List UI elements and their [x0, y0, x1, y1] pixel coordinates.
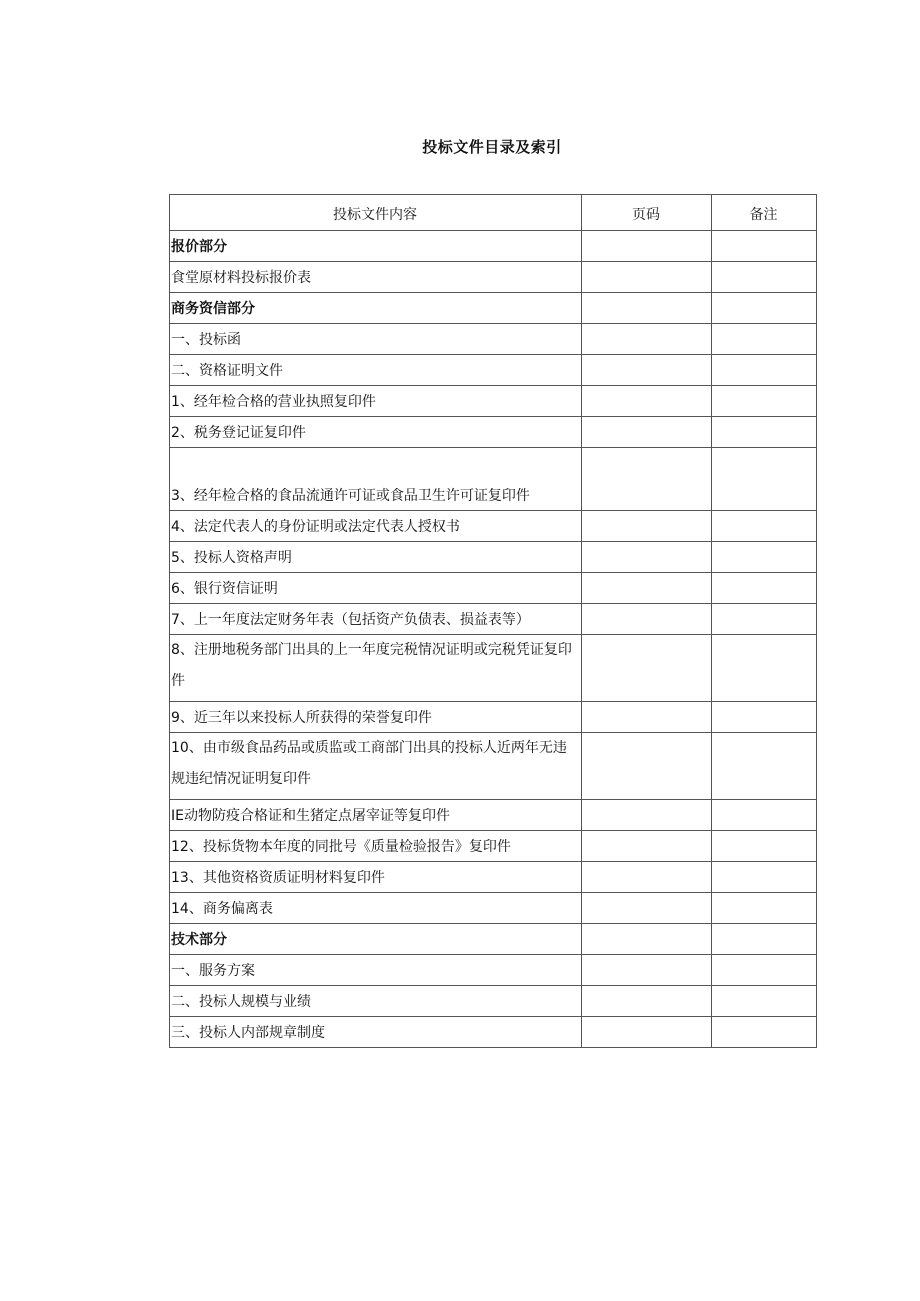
table-row	[170, 573, 817, 604]
row-note-cell	[712, 511, 817, 542]
row-page-cell	[582, 324, 712, 355]
row-content: 报价部分	[170, 231, 582, 262]
row-content: 三、投标人内部规章制度	[170, 1017, 582, 1048]
table-row	[170, 800, 817, 831]
row-page-cell	[582, 986, 712, 1017]
table-row	[170, 324, 817, 355]
table-header-row	[170, 195, 817, 231]
row-note-cell	[712, 831, 817, 862]
row-note-cell	[712, 231, 817, 262]
row-content: 5、投标人资格声明	[170, 542, 582, 573]
header-content: 投标文件内容	[170, 195, 582, 231]
row-page-cell	[582, 733, 712, 800]
row-page-cell	[582, 417, 712, 448]
table-row	[170, 262, 817, 293]
table-row	[170, 986, 817, 1017]
row-content: 8、注册地税务部门出具的上一年度完税情况证明或完税凭证复印件	[170, 635, 582, 702]
row-note-cell	[712, 604, 817, 635]
table-row	[170, 635, 817, 702]
table-row	[170, 831, 817, 862]
row-note-cell	[712, 862, 817, 893]
row-page-cell	[582, 355, 712, 386]
table-row	[170, 1017, 817, 1048]
table-row	[170, 733, 817, 800]
row-note-cell	[712, 986, 817, 1017]
row-note-cell	[712, 324, 817, 355]
row-page-cell	[582, 702, 712, 733]
table-row	[170, 448, 817, 511]
row-content: 二、资格证明文件	[170, 355, 582, 386]
row-page-cell	[582, 293, 712, 324]
row-content: 2、税务登记证复印件	[170, 417, 582, 448]
table-row	[170, 604, 817, 635]
section-row-business	[170, 293, 817, 324]
row-note-cell	[712, 955, 817, 986]
row-note-cell	[712, 262, 817, 293]
table-row	[170, 955, 817, 986]
row-note-cell	[712, 893, 817, 924]
row-note-cell	[712, 448, 817, 511]
table-row	[170, 355, 817, 386]
row-content: 7、上一年度法定财务年表（包括资产负债表、损益表等）	[170, 604, 582, 635]
row-content: 技术部分	[170, 924, 582, 955]
row-content: 3、经年检合格的食品流通许可证或食品卫生许可证复印件	[170, 448, 582, 511]
row-page-cell	[582, 262, 712, 293]
row-note-cell	[712, 1017, 817, 1048]
row-note-cell	[712, 355, 817, 386]
row-page-cell	[582, 386, 712, 417]
row-content: 食堂原材料投标报价表	[170, 262, 582, 293]
row-note-cell	[712, 542, 817, 573]
row-page-cell	[582, 231, 712, 262]
page-title: 投标文件目录及索引	[422, 138, 562, 156]
row-note-cell	[712, 702, 817, 733]
row-page-cell	[582, 542, 712, 573]
row-note-cell	[712, 733, 817, 800]
section-row-quotation	[170, 231, 817, 262]
table-row	[170, 417, 817, 448]
header-page: 页码	[582, 195, 712, 231]
row-content: 1、经年检合格的营业执照复印件	[170, 386, 582, 417]
table-row	[170, 893, 817, 924]
row-page-cell	[582, 831, 712, 862]
header-note: 备注	[712, 195, 817, 231]
table-row	[170, 542, 817, 573]
row-page-cell	[582, 862, 712, 893]
table-row	[170, 862, 817, 893]
row-page-cell	[582, 955, 712, 986]
row-note-cell	[712, 293, 817, 324]
row-content: 一、投标函	[170, 324, 582, 355]
table-row	[170, 386, 817, 417]
row-page-cell	[582, 448, 712, 511]
row-content: 10、由市级食品药品或质监或工商部门出具的投标人近两年无违规违纪情况证明复印件	[170, 733, 582, 800]
row-page-cell	[582, 573, 712, 604]
row-note-cell	[712, 635, 817, 702]
row-content: 9、近三年以来投标人所获得的荣誉复印件	[170, 702, 582, 733]
table-row	[170, 511, 817, 542]
row-content: 12、投标货物本年度的同批号《质量检验报告》复印件	[170, 831, 582, 862]
row-content: 13、其他资格资质证明材料复印件	[170, 862, 582, 893]
index-table	[169, 194, 817, 1048]
row-page-cell	[582, 893, 712, 924]
row-page-cell	[582, 800, 712, 831]
row-content: IE动物防疫合格证和生猪定点屠宰证等复印件	[170, 800, 582, 831]
row-page-cell	[582, 604, 712, 635]
row-content: 二、投标人规模与业绩	[170, 986, 582, 1017]
row-note-cell	[712, 417, 817, 448]
row-note-cell	[712, 573, 817, 604]
row-content: 14、商务偏离表	[170, 893, 582, 924]
row-content: 商务资信部分	[170, 293, 582, 324]
row-note-cell	[712, 800, 817, 831]
section-row-technical	[170, 924, 817, 955]
row-content: 一、服务方案	[170, 955, 582, 986]
row-page-cell	[582, 635, 712, 702]
row-page-cell	[582, 511, 712, 542]
table-row	[170, 702, 817, 733]
row-content: 4、法定代表人的身份证明或法定代表人授权书	[170, 511, 582, 542]
row-content: 6、银行资信证明	[170, 573, 582, 604]
row-note-cell	[712, 386, 817, 417]
row-page-cell	[582, 1017, 712, 1048]
row-page-cell	[582, 924, 712, 955]
row-note-cell	[712, 924, 817, 955]
